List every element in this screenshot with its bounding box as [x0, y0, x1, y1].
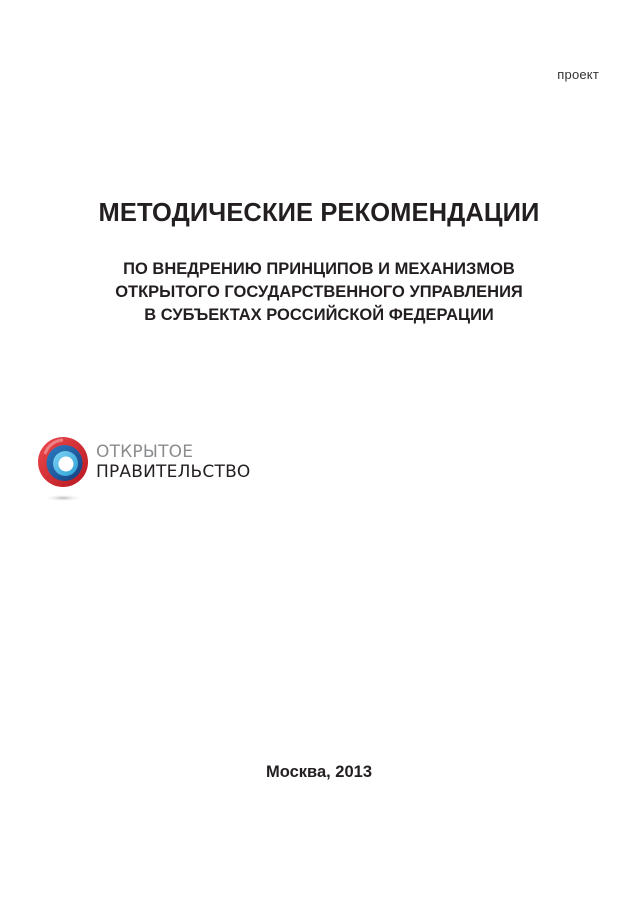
- document-title: МЕТОДИЧЕСКИЕ РЕКОМЕНДАЦИИ: [98, 199, 540, 227]
- subtitle-line: ПО ВНЕДРЕНИЮ ПРИНЦИПОВ И МЕХАНИЗМОВ: [123, 260, 515, 278]
- open-government-logo: [37, 432, 257, 512]
- document-subtitle: [0, 258, 638, 327]
- logo-text-line2: ПРАВИТЕЛЬСТВО: [96, 462, 251, 482]
- place-and-year: Москва, 2013: [265, 763, 373, 781]
- subtitle-line: ОТКРЫТОГО ГОСУДАРСТВЕННОГО УПРАВЛЕНИЯ: [115, 283, 523, 301]
- subtitle-line: В СУБЪЕКТАХ РОССИЙСКОЙ ФЕДЕРАЦИИ: [144, 306, 494, 324]
- open-government-ring-icon: [37, 432, 93, 506]
- logo-wordmark: [96, 442, 251, 482]
- draft-label: проект: [557, 67, 599, 82]
- logo-text-line1: ОТКРЫТОЕ: [96, 442, 194, 462]
